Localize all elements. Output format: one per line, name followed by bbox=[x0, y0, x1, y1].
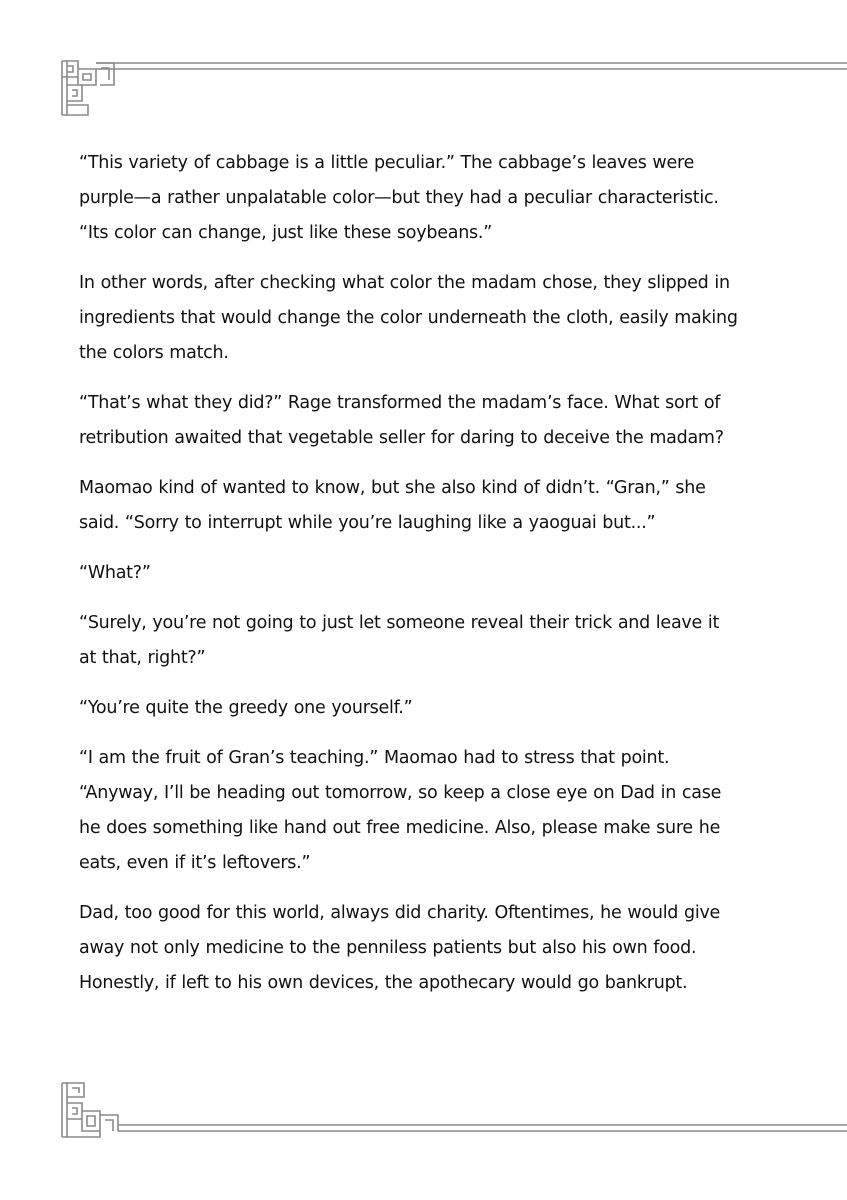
bottom-border-ornament bbox=[0, 1075, 847, 1145]
paragraph-9: Dad, too good for this world, always did charity. Oftentimes, he would give away not only medicine to the penniless patients but also his own food. Honestly, if left to his own devices, the apothecary would go bankrupt. bbox=[79, 903, 721, 993]
paragraph-5: “What?” bbox=[79, 563, 151, 583]
paragraph-2: In other words, after checking what color the madam chose, they slipped in ingredients that would change the color underneath the cloth, easily making the colors match. bbox=[79, 273, 738, 363]
paragraph-8: “I am the fruit of Gran’s teaching.” Maomao had to stress that point. “Anyway, I’ll be heading out tomorrow, so keep a close eye on Dad in case he does something like hand out free medicine. Also, please make sure he eats, even if it’s leftovers.” bbox=[79, 748, 722, 873]
top-border-ornament bbox=[0, 55, 847, 125]
lattice-corner-ornament-icon bbox=[62, 1083, 118, 1137]
paragraph-7: “You’re quite the greedy one yourself.” bbox=[79, 698, 413, 718]
lattice-corner-ornament-icon bbox=[62, 61, 114, 115]
paragraph-1: “This variety of cabbage is a little peculiar.” The cabbage’s leaves were purple—a rather unpalatable color—but they had a peculiar characteristic. “Its color can change, just like these soybeans.” bbox=[79, 153, 719, 243]
paragraph-3: “That’s what they did?” Rage transformed the madam’s face. What sort of retribution awaited that vegetable seller for daring to deceive the madam? bbox=[79, 393, 724, 448]
paragraph-4: Maomao kind of wanted to know, but she also kind of didn’t. “Gran,” she said. “Sorry to interrupt while you’re laughing like a yaoguai but...” bbox=[79, 478, 706, 533]
page-body bbox=[79, 146, 739, 1016]
paragraph-6: “Surely, you’re not going to just let someone reveal their trick and leave it at that, right?” bbox=[79, 613, 720, 668]
